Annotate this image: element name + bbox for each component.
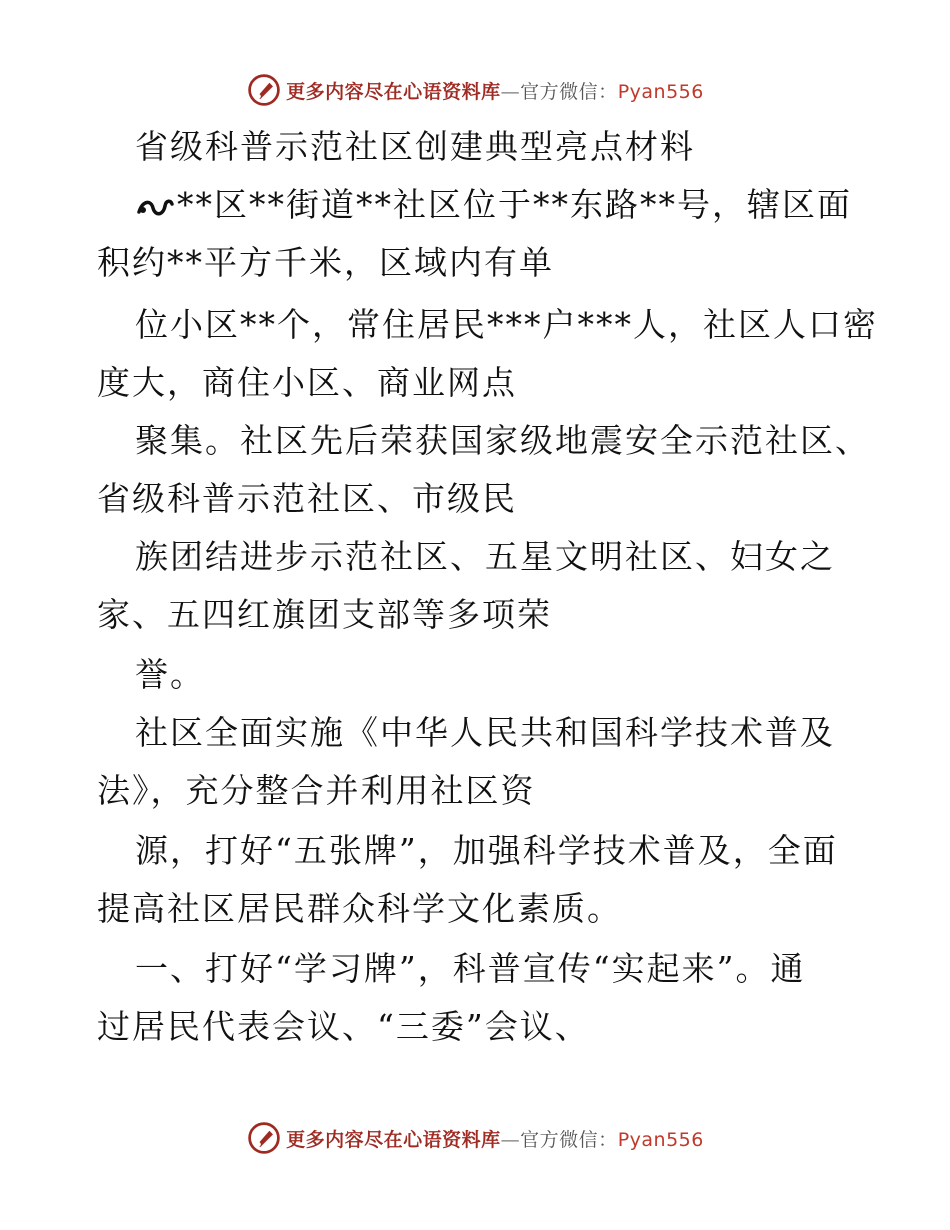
paragraph-line: 社区全面实施《中华人民共和国科学技术普及 [135,713,835,752]
paragraph-line: 源，打好“五张牌”，加强科学技术普及，全面 [135,831,838,870]
paragraph-line: 一、打好“学习牌”，科普宣传“实起来”。通 [135,949,806,988]
pen-logo-icon [246,72,282,108]
header-wechat-label: 官方微信： [520,80,618,103]
footer-banner-text [286,1125,704,1152]
paragraph-line: 积约**平方千米，区域内有单 [97,243,554,282]
header-banner [0,70,950,110]
footer-banner-dash: — [500,1128,521,1151]
header-wechat-handle: Pyan556 [617,80,704,103]
paragraph-line: 誉。 [135,655,205,694]
footer-banner [0,1118,950,1158]
paragraph-line: 家、五四红旗团支部等多项荣 [97,595,552,634]
header-banner-title: 更多内容尽在心语资料库 [286,80,501,103]
paragraph-line-text: **区**街道**社区位于**东路**号，辖区面 [177,185,852,224]
paragraph-line: 族团结进步示范社区、五星文明社区、妇女之 [135,537,835,576]
paragraph-line: 度大，商住小区、商业网点 [97,363,517,402]
paragraph-line: 法》，充分整合并利用社区资 [97,771,536,810]
footer-wechat-handle: Pyan556 [617,1128,704,1151]
paragraph-line: 提高社区居民群众科学文化素质。 [97,889,622,928]
paragraph-line: 省级科普示范社区、市级民 [97,479,517,518]
paragraph-line: 位小区**个，常住居民***户***人，社区人口密 [135,305,878,344]
header-banner-dash: — [500,80,521,103]
footer-wechat-label: 官方微信： [520,1128,618,1151]
header-banner-text [286,77,704,104]
paragraph-line: 聚集。社区先后荣获国家级地震安全示范社区、 [135,421,870,460]
squiggle-ornament-icon [135,194,175,220]
footer-banner-title: 更多内容尽在心语资料库 [286,1128,501,1151]
paragraph-line [135,176,852,234]
paragraph-line: 过居民代表会议、“三委”会议、 [97,1007,590,1046]
document-title: 省级科普示范社区创建典型亮点材料 [135,127,695,166]
pen-logo-icon [246,1120,282,1156]
